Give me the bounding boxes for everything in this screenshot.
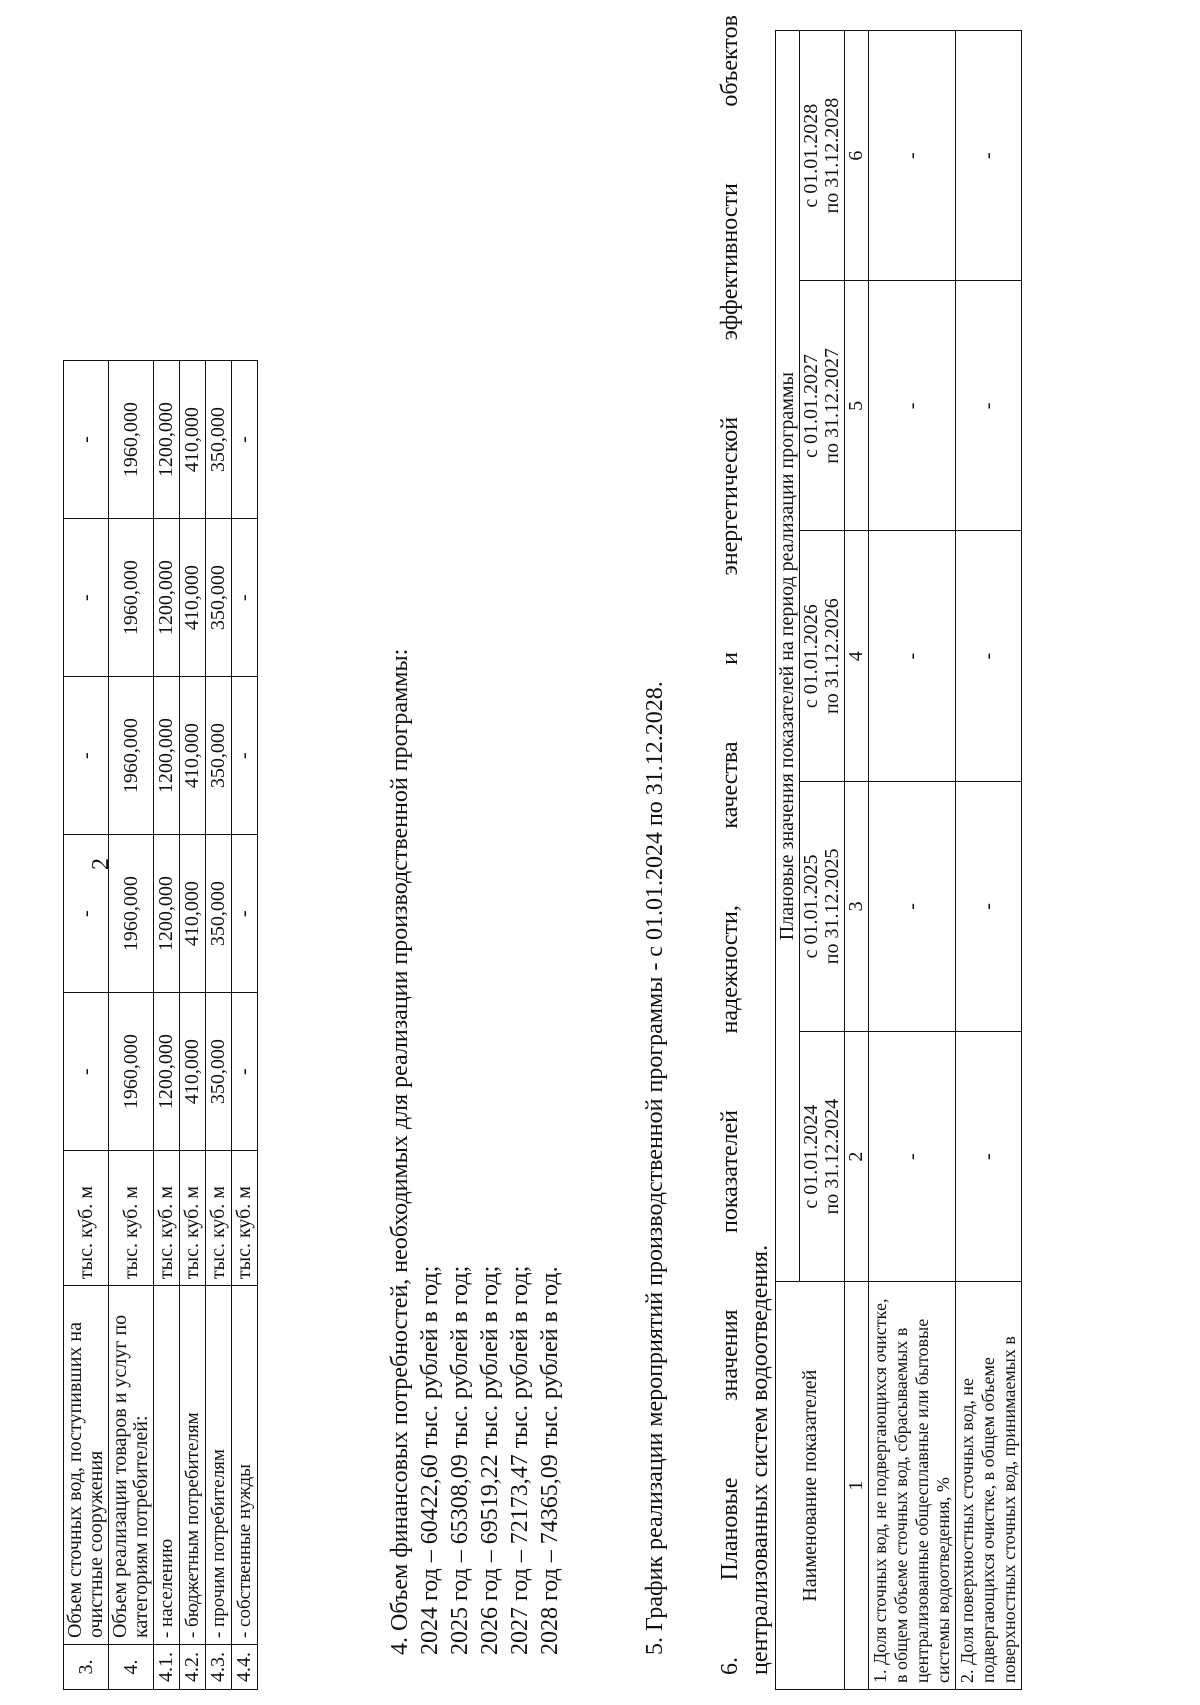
table-row bbox=[154, 361, 180, 1690]
table-row bbox=[956, 31, 1022, 1690]
indicator-name: 1. Доля сточных вод, не подвергающихся очистке, в общем объеме сточных вод, сбрасываемых в централизованные общесплавные или бытовые системы водоотведения, % bbox=[869, 1282, 956, 1690]
row-unit: тыс. куб. м bbox=[232, 1151, 258, 1286]
period-from: с 01.01.2028 bbox=[800, 103, 822, 208]
row-value: - bbox=[232, 993, 258, 1151]
section-4-line: 2026 год – 69519,22 тыс. рублей в год; bbox=[477, 1265, 503, 1655]
row-value: 1200,000 bbox=[154, 519, 180, 677]
row-number: 4.1. bbox=[154, 1645, 180, 1690]
row-value: 1200,000 bbox=[154, 835, 180, 993]
row-number: 4. bbox=[109, 1645, 154, 1690]
row-value: - bbox=[232, 361, 258, 519]
row-value: 410,000 bbox=[180, 677, 206, 835]
row-value: 350,000 bbox=[206, 835, 232, 993]
indicator-value: - bbox=[956, 531, 1022, 781]
section-6 bbox=[715, 15, 775, 1675]
section-4 bbox=[385, 649, 565, 1655]
indicators-table bbox=[63, 360, 258, 1690]
row-value: - bbox=[232, 835, 258, 993]
table-row bbox=[64, 361, 109, 1690]
row-value: 410,000 bbox=[180, 835, 206, 993]
row-value: - bbox=[232, 519, 258, 677]
heading-word: значения bbox=[717, 1309, 743, 1401]
row-value: - bbox=[64, 835, 109, 993]
row-value: 1960,000 bbox=[109, 993, 154, 1151]
section-4-line: 2028 год – 74365,09 тыс. рублей в год. bbox=[537, 1266, 563, 1655]
indicator-value: - bbox=[869, 1032, 956, 1282]
heading-word: энергетической bbox=[717, 416, 743, 576]
column-number: 1 bbox=[845, 1282, 869, 1690]
row-value: - bbox=[64, 993, 109, 1151]
indicator-value: - bbox=[956, 781, 1022, 1031]
section-6-heading-line bbox=[715, 15, 745, 1675]
heading-word: качества bbox=[717, 741, 743, 829]
indicator-value: - bbox=[869, 281, 956, 531]
row-name: Объем сточных вод, поступивших на очистные сооружения bbox=[64, 1286, 109, 1645]
row-value: - bbox=[64, 677, 109, 835]
row-number: 4.3. bbox=[206, 1645, 232, 1690]
section-5: 5. График реализации мероприятий производственной программы - с 01.01.2024 по 31.12.2028. bbox=[642, 681, 668, 1655]
row-unit: тыс. куб. м bbox=[154, 1151, 180, 1286]
table-row bbox=[206, 361, 232, 1690]
section-4-line: 2025 год – 65308,09 тыс. рублей в год; bbox=[447, 1265, 473, 1655]
row-value: - bbox=[64, 361, 109, 519]
row-name: Объем реализации товаров и услуг по категориям потребителей: bbox=[109, 1286, 154, 1645]
period-from: с 01.01.2027 bbox=[800, 353, 822, 458]
table-row bbox=[109, 361, 154, 1690]
heading-word: 6. bbox=[717, 1657, 743, 1675]
heading-word: объектов bbox=[717, 15, 743, 107]
row-number: 4.4. bbox=[232, 1645, 258, 1690]
planned-values-table bbox=[775, 30, 1022, 1690]
period-to: по 31.12.2025 bbox=[821, 848, 843, 965]
row-value: 410,000 bbox=[180, 361, 206, 519]
period-header bbox=[800, 781, 845, 1031]
page-number: 2 bbox=[88, 858, 114, 870]
row-value: 1200,000 bbox=[154, 993, 180, 1151]
row-value: 1200,000 bbox=[154, 677, 180, 835]
row-unit: тыс. куб. м bbox=[64, 1151, 109, 1286]
indicator-value: - bbox=[956, 31, 1022, 281]
period-to: по 31.12.2026 bbox=[821, 598, 843, 714]
indicator-value: - bbox=[869, 531, 956, 781]
column-number: 4 bbox=[845, 531, 869, 781]
column-number: 2 bbox=[845, 1032, 869, 1282]
column-number: 3 bbox=[845, 781, 869, 1031]
row-value: - bbox=[232, 677, 258, 835]
row-value: 1960,000 bbox=[109, 677, 154, 835]
indicator-value: - bbox=[869, 781, 956, 1031]
row-unit: тыс. куб. м bbox=[109, 1151, 154, 1286]
heading-word: Плановые bbox=[717, 1477, 743, 1581]
table-row bbox=[180, 361, 206, 1690]
column-number: 5 bbox=[845, 281, 869, 531]
row-value: 350,000 bbox=[206, 677, 232, 835]
row-value: 1200,000 bbox=[154, 361, 180, 519]
section-6-heading-line: централизованных систем водоотведения. bbox=[747, 1244, 773, 1675]
period-to: по 31.12.2028 bbox=[821, 97, 843, 214]
row-name: - собственные нужды bbox=[232, 1286, 258, 1645]
row-value: - bbox=[64, 519, 109, 677]
heading-word: и bbox=[717, 652, 743, 665]
row-unit: тыс. куб. м bbox=[180, 1151, 206, 1286]
heading-word: надежности, bbox=[717, 905, 743, 1034]
indicator-value: - bbox=[956, 1032, 1022, 1282]
row-value: 410,000 bbox=[180, 993, 206, 1151]
period-from: с 01.01.2026 bbox=[800, 604, 822, 709]
indicator-value: - bbox=[869, 31, 956, 281]
row-value: 1960,000 bbox=[109, 835, 154, 993]
row-value: 410,000 bbox=[180, 519, 206, 677]
row-value: 350,000 bbox=[206, 361, 232, 519]
period-to: по 31.12.2027 bbox=[821, 348, 843, 464]
column-number: 6 bbox=[845, 31, 869, 281]
row-number: 3. bbox=[64, 1645, 109, 1690]
row-number: 4.2. bbox=[180, 1645, 206, 1690]
heading-word: показателей bbox=[717, 1110, 743, 1233]
section-4-line: 2027 год – 72173,47 тыс. рублей в год; bbox=[507, 1265, 533, 1655]
period-from: с 01.01.2024 bbox=[800, 1104, 822, 1209]
section-4-line: 2024 год – 60422,60 тыс. рублей в год; bbox=[417, 1265, 443, 1655]
row-value: 1960,000 bbox=[109, 361, 154, 519]
indicator-name: 2. Доля поверхностных сточных вод, не подвергающихся очистке, в общем объеме поверхностных сточных вод, принимаемых в bbox=[956, 1282, 1022, 1690]
period-header bbox=[800, 531, 845, 781]
section-4-heading: 4. Объем финансовых потребностей, необходимых для реализации производственной программы: bbox=[387, 648, 413, 1655]
row-unit: тыс. куб. м bbox=[206, 1151, 232, 1286]
period-header bbox=[800, 31, 845, 281]
indicator-value: - bbox=[956, 281, 1022, 531]
row-value: 1960,000 bbox=[109, 519, 154, 677]
row-name: - бюджетным потребителям bbox=[180, 1286, 206, 1645]
period-header bbox=[800, 1032, 845, 1282]
table-row bbox=[232, 361, 258, 1690]
period-header bbox=[800, 281, 845, 531]
row-name: - прочим потребителям bbox=[206, 1286, 232, 1645]
period-to: по 31.12.2024 bbox=[821, 1098, 843, 1215]
row-name: - населению bbox=[154, 1286, 180, 1645]
table-row bbox=[869, 31, 956, 1690]
heading-word: эффективности bbox=[717, 183, 743, 341]
period-from: с 01.01.2025 bbox=[800, 854, 822, 959]
row-value: 350,000 bbox=[206, 993, 232, 1151]
group-header: Плановые значения показателей на период реализации программы bbox=[776, 31, 800, 1282]
row-value: 350,000 bbox=[206, 519, 232, 677]
column-header-name: Наименование показателей bbox=[776, 1282, 845, 1690]
